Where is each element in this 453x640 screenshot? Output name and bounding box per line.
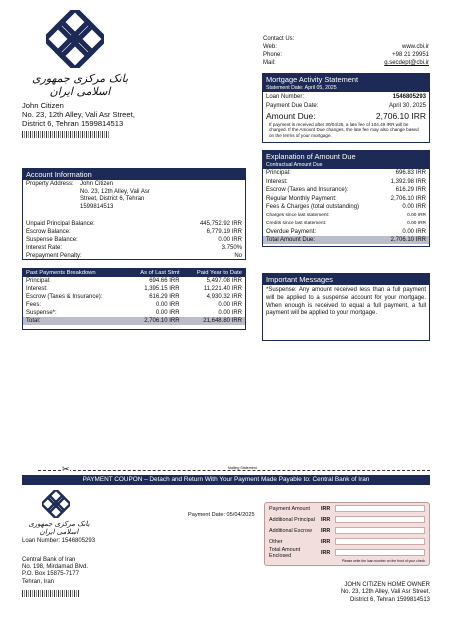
payment-field-row: Additional Escrow IRR [265, 525, 429, 536]
explanation-row: Fees & Charges (total outstanding) 0.00 IRR [266, 204, 426, 211]
bank-logo [46, 10, 104, 68]
panel-title: Account Information [23, 169, 245, 180]
account-row: Unpaid Principal Balance: 445,752.92 IRR [26, 221, 242, 228]
contact-row: Phone: +98 21 29951 [263, 52, 429, 58]
coupon-fine-print: Please write the loan number on the front of your check [341, 559, 425, 563]
explanation-row: Regular Monthly Payment: 2,706.10 IRR [266, 195, 426, 202]
coupon-bank-farsi-name: بانک مرکزی جمهوری اسلامی ایران [28, 520, 90, 536]
past-payments-total-row: Total: 2,706.10 IRR 21,648.80 IRR [23, 317, 245, 325]
panel-title: Important Messages [263, 274, 429, 285]
amount-due-row: Amount Due: 2,706.10 IRR [266, 111, 426, 121]
loan-number-row: Loan Number: 1546805293 [266, 94, 426, 100]
detach-line [38, 470, 430, 471]
statement-date: Statement Date: April 05, 2025 [263, 85, 429, 92]
explanation-row: Principal: 696.83 IRR [266, 170, 426, 176]
past-payments-panel [22, 268, 246, 330]
scissors-icon: ✂ [62, 464, 70, 474]
explanation-panel [262, 150, 430, 247]
coupon-banner: PAYMENT COUPON – Detach and Return With Your Payment Made Payable to: Central Bank of Iran [22, 475, 430, 485]
payment-fields-box [264, 502, 430, 566]
past-payments-row: Escrow (Taxes & Insurance): 616.29 IRR 4,930.32 IRR [26, 294, 242, 300]
past-payments-row: Suspense*: 0.00 IRR 0.00 IRR [26, 310, 242, 316]
late-fee-note: If payment is received after 30/04/25, a late fee of 104.49 IRR will be charged. If the Amount Due changes, the late fee may also change based on the terms of your mortgage. [269, 122, 419, 138]
total-amount-due-row: Total Amount Due: 2,706.10 IRR [263, 236, 429, 244]
important-message-text: *Suspense: Any amount received less than a full payment will be applied to a suspense account for your mortgage. When enough is received to equal a full payment, a full payment will be applied to your mortgage. [266, 287, 426, 317]
recipient-name: John Citizen [22, 101, 64, 110]
contact-block [263, 35, 429, 67]
past-payments-row: Principal: 694.66 IRR 5,497.08 IRR [26, 278, 242, 284]
additional-principal-input[interactable] [335, 516, 425, 523]
payment-field-row: Additional Principal IRR [265, 514, 429, 525]
coupon-barcode [22, 590, 80, 597]
additional-escrow-input[interactable] [335, 527, 425, 534]
explanation-small-row: Credits since last statement: 0.00 IRR [266, 220, 426, 226]
contact-row: Mail: g.secdept@cbi.ir [263, 60, 429, 66]
account-row: Interest Rate: 3.750% [26, 245, 242, 252]
explanation-row: Overdue Payment: 0.00 IRR [266, 228, 426, 235]
panel-title: Mortgage Activity Statement [263, 74, 429, 85]
cut-label: Mailing Statement [228, 466, 257, 470]
payment-amount-input[interactable] [335, 505, 425, 512]
panel-subtitle: Contractual Amount Due [263, 162, 429, 169]
recipient-address-line: District 6, Tehran 1599814513 [22, 119, 124, 128]
property-address: Property Address: John Citizen No. 23, 12th Alley, Vali Asr Street, District 6, Tehran 1599814513 [26, 181, 150, 210]
postal-barcode [22, 131, 110, 138]
panel-title: Explanation of Amount Due [263, 151, 429, 162]
coupon-payment-date: Payment Date: 05/04/2025 [188, 512, 255, 518]
bank-farsi-name: بانک مرکزی جمهوری اسلامی ایران [31, 72, 129, 98]
account-row: Suspense Balance: 0.00 IRR [26, 237, 242, 244]
payment-field-row: Total Amount Enclosed IRR [265, 547, 429, 558]
contact-row: Web: www.cbi.ir [263, 44, 429, 50]
account-row: Escrow Balance: 6,779.19 IRR [26, 229, 242, 236]
total-enclosed-input[interactable] [335, 549, 425, 556]
past-payments-header: Past Payments Breakdown As of Last Stmt Paid Year to Date [23, 269, 245, 277]
past-payments-row: Interest: 1,395.15 IRR 11,221.40 IRR [26, 286, 242, 292]
coupon-loan-number: Loan Number: 1546805293 [22, 538, 96, 544]
payment-field-row: Other IRR [265, 536, 429, 547]
explanation-row: Interest: 1,392.98 IRR [266, 178, 426, 185]
past-payments-row: Fees: 0.00 IRR 0.00 IRR [26, 302, 242, 308]
account-information-panel [22, 168, 246, 260]
account-row: Prepayment Penalty: No [26, 253, 242, 260]
payment-field-row: Payment Amount IRR [265, 503, 429, 514]
important-messages-panel [262, 273, 430, 341]
payment-due-row: Payment Due Date: April 30, 2025 [266, 103, 426, 109]
recipient-address [22, 101, 135, 128]
mortgage-statement-panel [262, 73, 430, 143]
explanation-row: Escrow (Taxes and Insurance): 616.29 IRR [266, 187, 426, 194]
other-amount-input[interactable] [335, 538, 425, 545]
bank-mailing-address: Central Bank of Iran No. 198, Mirdamad Blvd. P.O. Box 15875-7177 Tehran, Iran [22, 557, 89, 585]
recipient-address-line: No. 23, 12th Alley, Vali Asr Street, [22, 110, 135, 119]
coupon-bank-logo [42, 490, 70, 518]
explanation-small-row: Charges since last statement: 0.00 IRR [266, 212, 426, 218]
homeowner-address: JOHN CITIZEN HOME OWNER No. 23, 12th Alley, Vali Asr Street, District 6, Tehran 1599814513 [340, 582, 430, 603]
contact-title: Contact Us: [263, 36, 295, 42]
